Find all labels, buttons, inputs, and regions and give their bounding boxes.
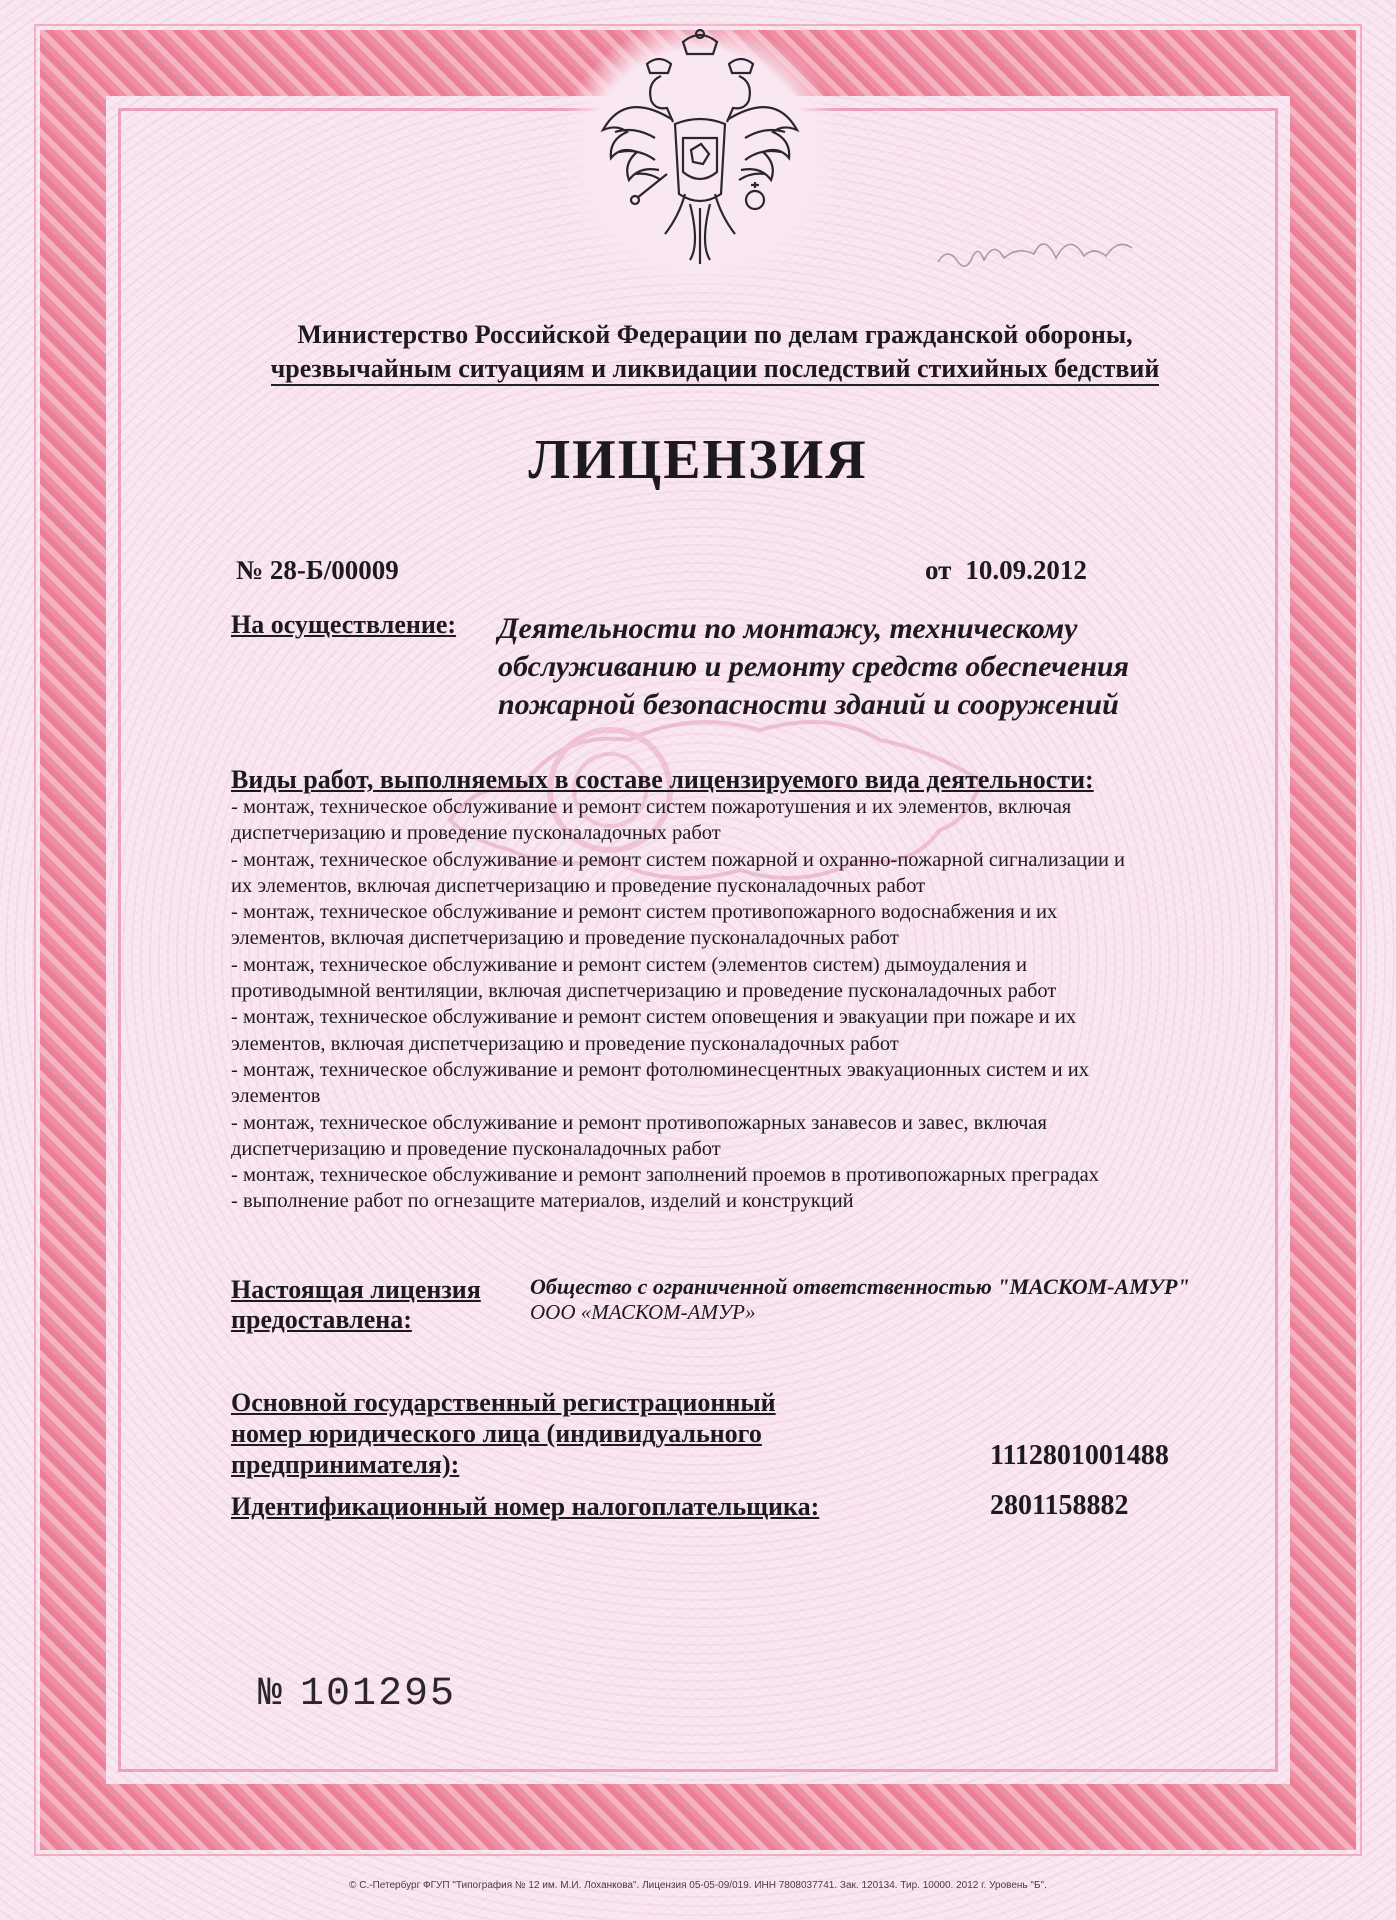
grantee-label-line-2: предоставлена: <box>231 1305 412 1334</box>
blank-number-sign: № <box>258 1672 283 1717</box>
company-short-name: ООО «МАСКОМ-АМУР» <box>530 1300 756 1324</box>
company-full-name: Общество с ограниченной ответственностью "МАСКОМ-АМУР" <box>530 1274 1190 1299</box>
works-line: - монтаж, техническое обслуживание и ремонт фотолюминесцентных эвакуационных систем и их <box>231 1058 1089 1081</box>
handwritten-mark <box>930 220 1150 280</box>
license-number <box>236 555 399 586</box>
ministry-header <box>230 318 1200 386</box>
double-headed-eagle-emblem-icon <box>595 28 805 268</box>
purpose-description <box>498 610 1218 724</box>
ogrn-label-line-3: предпринимателя): <box>231 1450 460 1479</box>
purpose-line-2: обслуживанию и ремонту средств обеспечения <box>498 650 1129 683</box>
purpose-label: На осуществление: <box>231 610 457 639</box>
inn-label: Идентификационный номер налогоплательщика: <box>231 1492 820 1521</box>
works-line: - монтаж, техническое обслуживание и ремонт систем противопожарного водоснабжения и их <box>231 901 1058 924</box>
purpose-line-3: пожарной безопасности зданий и сооружений <box>498 688 1119 721</box>
purpose-line-1: Деятельности по монтажу, техническому <box>498 612 1078 645</box>
ogrn-label-line-1: Основной государственный регистрационный <box>231 1388 776 1417</box>
works-line: диспетчеризацию и проведение пусконаладочных работ <box>231 1137 721 1160</box>
ministry-line-2: чрезвычайным ситуациям и ликвидации последствий стихийных бедствий <box>271 354 1160 386</box>
works-line: - монтаж, техническое обслуживание и ремонт систем пожарной и охранно-пожарной сигнализации и <box>231 848 1126 871</box>
license-number-value: 28-Б/00009 <box>269 555 399 585</box>
inn-value: 2801158882 <box>990 1490 1129 1521</box>
printer-imprint: © С.-Петербург ФГУП "Типография № 12 им. М.И. Лоханкова". Лицензия 05-05-09/019. ИНН 7808037741. Зак. 120134. Тир. 10000. 2012 г. Уровень "Б". <box>349 1880 1047 1891</box>
works-line: диспетчеризацию и проведение пусконаладочных работ <box>231 822 721 845</box>
works-line: элементов <box>231 1085 321 1108</box>
works-line: противодымной вентиляции, включая диспетчеризацию и проведение пусконаладочных работ <box>231 980 1057 1003</box>
grantee-label <box>231 1275 481 1335</box>
works-line: - монтаж, техническое обслуживание и ремонт заполнений проемов в противопожарных преградах <box>231 1164 1100 1187</box>
ministry-line-1: Министерство Российской Федерации по делам гражданской обороны, <box>297 320 1133 349</box>
ogrn-label-line-2: номер юридического лица (индивидуального <box>231 1419 762 1448</box>
ogrn-label <box>231 1387 776 1480</box>
license-date-value: 10.09.2012 <box>965 555 1087 585</box>
blank-number-value: 101295 <box>300 1672 457 1717</box>
grantee-label-line-1: Настоящая лицензия <box>231 1275 481 1304</box>
works-heading: Виды работ, выполняемых в составе лицензируемого вида деятельности: <box>231 765 1094 794</box>
works-line: - монтаж, техническое обслуживание и ремонт систем оповещения и эвакуации при пожаре и их <box>231 1006 1077 1029</box>
ogrn-value: 1112801001488 <box>990 1440 1169 1471</box>
works-list <box>231 794 1241 1215</box>
license-date <box>925 555 1087 586</box>
number-sign: № <box>236 555 264 585</box>
works-line: - выполнение работ по огнезащите материалов, изделий и конструкций <box>231 1190 854 1213</box>
works-line: - монтаж, техническое обслуживание и ремонт систем (элементов систем) дымоудаления и <box>231 953 1027 976</box>
document-title: ЛИЦЕНЗИЯ <box>528 429 868 491</box>
date-prefix: от <box>925 555 952 585</box>
blank-serial-number <box>258 1672 456 1717</box>
works-line: элементов, включая диспетчеризацию и проведение пусконаладочных работ <box>231 1032 899 1055</box>
works-line: их элементов, включая диспетчеризацию и проведение пусконаладочных работ <box>231 874 926 897</box>
works-line: элементов, включая диспетчеризацию и проведение пусконаладочных работ <box>231 927 899 950</box>
works-line: - монтаж, техническое обслуживание и ремонт систем пожаротушения и их элементов, включая <box>231 796 1072 818</box>
works-line: - монтаж, техническое обслуживание и ремонт противопожарных занавесов и завес, включая <box>231 1111 1047 1134</box>
